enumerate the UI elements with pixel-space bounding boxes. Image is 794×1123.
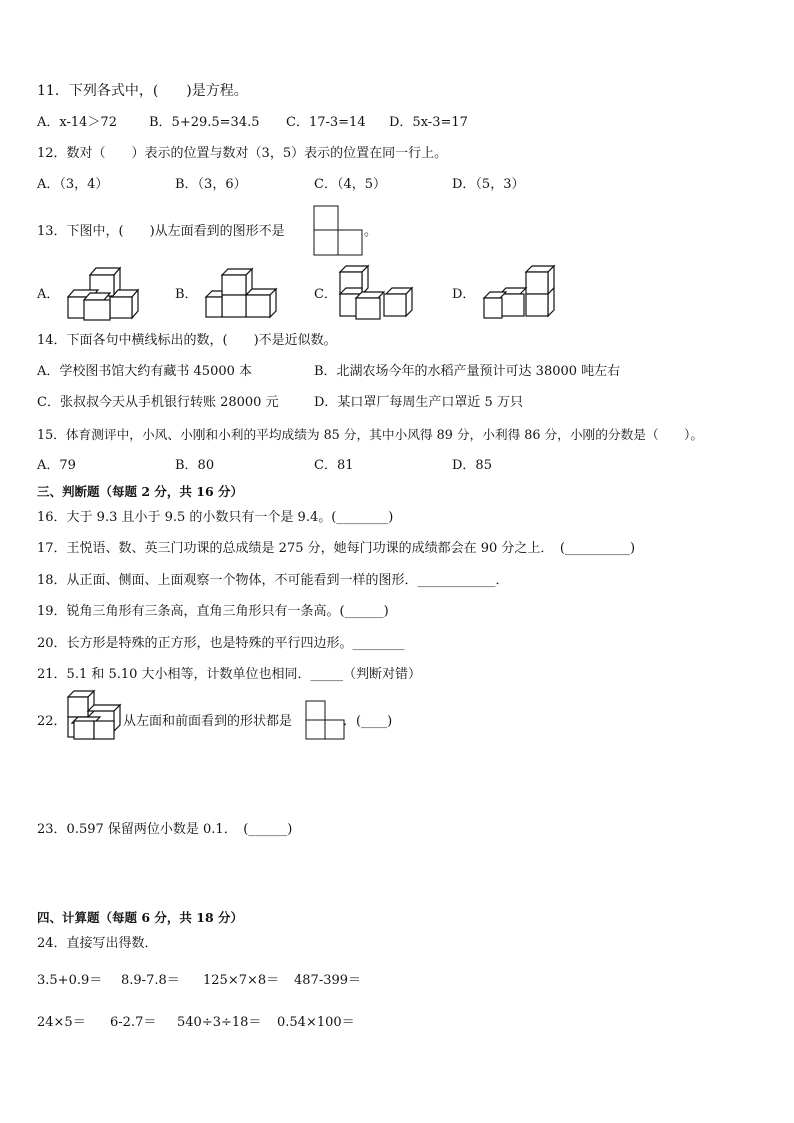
- q14-option-c: C．张叔叔今天从手机银行转账 28000 元: [37, 395, 279, 410]
- q11-stem: 11．下列各式中，( )是方程。: [37, 83, 248, 99]
- section-3-heading: 三、判断题（每题 2 分，共 16 分）: [37, 484, 244, 499]
- q24-row2-item-3: 540÷3÷18＝: [177, 1015, 262, 1030]
- q24-row2-item-2: 6-2.7＝: [110, 1015, 157, 1030]
- q11-option-d: D．5x-3=17: [389, 115, 468, 130]
- q14-option-a: A．学校图书馆大约有藏书 45000 本: [37, 364, 253, 379]
- q22-text-b: ．(____): [343, 714, 393, 729]
- q13-reference-view-icon: [313, 205, 363, 257]
- q15-option-d: D．85: [452, 458, 492, 473]
- q14-option-b: B．北湖农场今年的水稻产量预计可达 38000 吨左右: [314, 364, 621, 379]
- q13-option-a: A．: [37, 287, 60, 302]
- q13-option-d-cubes-icon: [480, 264, 558, 322]
- q22-cubes-icon: [64, 689, 124, 741]
- q22-number: 22．: [37, 714, 67, 729]
- q22-view-shape-icon: [305, 700, 345, 740]
- q16-text: 16．大于 9.3 且小于 9.5 的小数只有一个是 9.4。(________): [37, 510, 394, 525]
- q12-option-b: B．（3，6）: [175, 177, 247, 192]
- q24-stem: 24．直接写出得数．: [37, 936, 158, 951]
- q13-option-a-cubes-icon: [66, 265, 140, 321]
- q13-option-c: C．: [314, 287, 337, 302]
- q12-option-a: A．（3，4）: [37, 177, 109, 192]
- q15-option-b: B．80: [175, 458, 215, 473]
- q14-option-d: D．某口罩厂每周生产口罩近 5 万只: [314, 395, 523, 410]
- q23-text: 23．0.597 保留两位小数是 0.1． (______): [37, 822, 293, 837]
- q24-row1-item-4: 487-399＝: [294, 973, 362, 988]
- q12-option-c: C．（4，5）: [314, 177, 386, 192]
- q14-stem: 14．下面各句中横线标出的数，( )不是近似数。: [37, 333, 337, 348]
- q13-option-d: D．: [452, 287, 476, 302]
- q20-text: 20．长方形是特殊的正方形，也是特殊的平行四边形。________: [37, 636, 405, 651]
- q24-row2-item-1: 24×5＝: [37, 1015, 86, 1030]
- q13-option-b-cubes-icon: [204, 267, 280, 321]
- q11-option-a: A．x-14＞72: [37, 115, 117, 130]
- q13-option-b: B．: [175, 287, 198, 302]
- q17-text: 17．王悦语、数、英三门功课的总成绩是 275 分，她每门功课的成绩都会在 90 分之上． (__________): [37, 541, 636, 556]
- q15-stem: 15．体育测评中，小风、小刚和小利的平均成绩为 85 分，其中小风得 89 分，小利得 86 分，小刚的分数是（ ）。: [37, 427, 704, 442]
- q12-option-d: D．（5，3）: [452, 177, 525, 192]
- q24-row1-item-2: 8.9-7.8＝: [121, 973, 180, 988]
- q15-option-a: A．79: [37, 458, 76, 473]
- q21-text: 21．5.1 和 5.10 大小相等，计数单位也相同．_____（判断对错）: [37, 667, 422, 682]
- q22-text-a: 从左面和前面看到的形状都是: [123, 714, 293, 729]
- q15-option-c: C．81: [314, 458, 354, 473]
- q11-option-b: B．5+29.5=34.5: [149, 115, 260, 130]
- section-4-heading: 四、计算题（每题 6 分，共 18 分）: [37, 910, 244, 925]
- q18-text: 18．从正面、侧面、上面观察一个物体，不可能看到一样的图形．____________．: [37, 573, 509, 588]
- q24-row2-item-4: 0.54×100＝: [277, 1015, 355, 1030]
- q19-text: 19．锐角三角形有三条高，直角三角形只有一条高。(______): [37, 604, 389, 619]
- q11-option-c: C．17-3=14: [286, 115, 366, 130]
- q13-stem-end: 。: [364, 224, 378, 239]
- q13-option-c-cubes-icon: [338, 264, 414, 322]
- q13-stem: 13．下图中，( )从左面看到的图形不是: [37, 224, 285, 239]
- q24-row1-item-3: 125×7×8＝: [203, 973, 280, 988]
- q12-stem: 12．数对（ ）表示的位置与数对（3，5）表示的位置在同一行上。: [37, 146, 448, 161]
- q24-row1-item-1: 3.5+0.9＝: [37, 973, 103, 988]
